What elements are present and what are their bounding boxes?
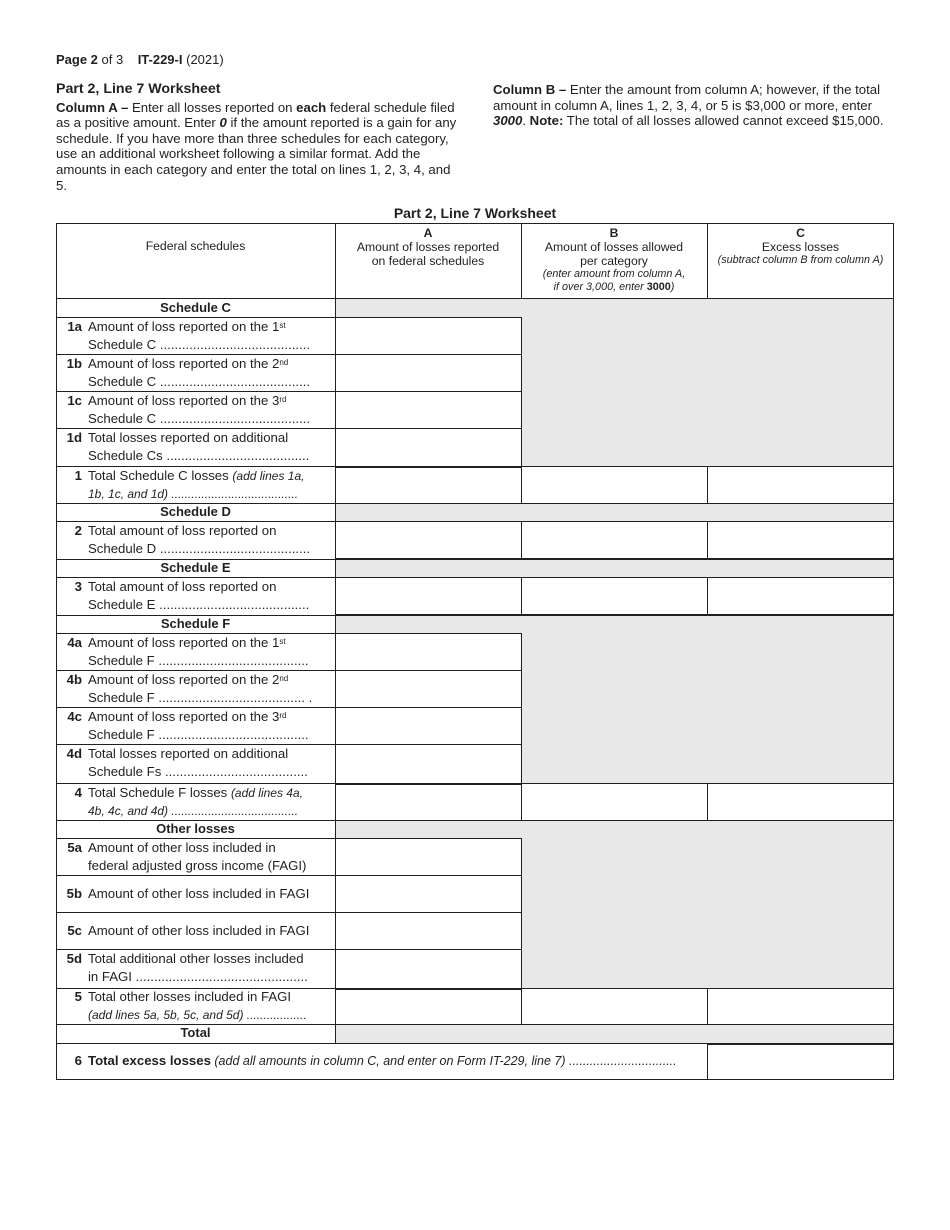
col-b-note-2-text: if over 3,000, enter [553, 280, 647, 293]
line-text [88, 671, 333, 707]
section-schedule-d: Schedule D [160, 504, 231, 519]
col-head-c [707, 226, 894, 267]
line-number: 1 [74, 468, 82, 483]
col-c-note: (subtract column B from column A) [717, 254, 884, 266]
note-label: Note: [529, 113, 564, 129]
column-b-amount: 3000 [493, 113, 523, 129]
intro-title: Part 2, Line 7 Worksheet [56, 81, 221, 97]
line-number: 4b [66, 672, 82, 687]
line-number: 4 [74, 785, 82, 800]
line-text [88, 578, 333, 614]
line-text-1: Total losses reported on additional [88, 746, 289, 761]
line-number: 3 [74, 579, 82, 594]
worksheet-table [56, 223, 894, 1080]
line-number: 1d [66, 430, 82, 445]
ordinal-suffix: nd [279, 674, 289, 683]
line-text-2: federal adjusted gross income (FAGI) [88, 858, 307, 873]
col-head-federal [56, 239, 335, 253]
form-year: (2021) [186, 52, 224, 67]
line-text [88, 950, 333, 986]
label-column-rule [335, 299, 336, 1044]
line-text-1: Total Schedule C losses [88, 468, 233, 483]
col-b-note-2 [521, 281, 707, 294]
line-text-2: Schedule C ......................................... [88, 374, 311, 389]
col-a-desc-1: Amount of losses reported [356, 240, 500, 254]
page-number: Page 2 [56, 52, 98, 67]
line-text-1: Total amount of loss reported on [88, 523, 277, 538]
form-id: IT-229-I [137, 52, 183, 67]
line-number: 4d [66, 746, 82, 761]
line-text-1: Amount of loss reported on the 3 [88, 709, 280, 724]
line-text-2: 4b, 4c, and 4d) ...................................... [88, 804, 299, 818]
column-b-text-1: Enter the amount from column A; however, if the total amount in column A, lines 1, 2, 3, 4, or 5 is $3,000 or more, enter [493, 82, 880, 113]
row-rule [56, 875, 335, 876]
col-b-letter: B [609, 226, 619, 240]
line-text-1: Amount of loss reported on the 2 [88, 672, 280, 687]
line-text-1: Total other losses included in FAGI [88, 989, 292, 1004]
line-text-2: Schedule D ......................................... [88, 541, 311, 556]
column-a-instructions [56, 100, 461, 194]
line-number: 5d [66, 951, 82, 966]
section-total: Total [180, 1025, 211, 1040]
section-other-losses: Other losses [156, 821, 235, 836]
column-b-instructions [493, 82, 898, 129]
line-text [88, 429, 333, 465]
col-a-desc-2: on federal schedules [371, 254, 485, 268]
col-b-note-3: ) [670, 280, 675, 293]
line-text-2: Schedule C ......................................... [88, 411, 311, 426]
column-a-text-2: federal schedule filed as a positive amount. Enter [56, 99, 455, 131]
line-text [88, 839, 333, 875]
line-text-italic: (add lines 4a, [230, 786, 303, 800]
column-a-each: each [296, 99, 327, 115]
line-text [88, 708, 333, 744]
federal-schedules-heading: Federal schedules [145, 239, 246, 253]
line-number: 4a [67, 635, 82, 650]
line-text-1: Total Schedule F losses [88, 785, 231, 800]
line-text [88, 355, 333, 391]
col-b-note-1: (enter amount from column A, [542, 268, 686, 280]
ordinal-suffix: st [279, 321, 286, 330]
line-number: 5 [74, 989, 82, 1004]
line-text-2: in FAGI ............................................... [88, 969, 308, 984]
line-text-1: Amount of loss reported on the 2 [88, 356, 280, 371]
line-text-1: Amount of other loss included in [88, 840, 276, 855]
line-number: 5a [67, 840, 82, 855]
ordinal-suffix: rd [279, 711, 287, 720]
col-b-desc-1: Amount of losses allowed [544, 240, 684, 254]
column-b-text-2: . [522, 113, 530, 129]
col-b-note-amount: 3000 [646, 280, 671, 293]
col-head-a [335, 226, 521, 268]
line-text [88, 522, 333, 558]
line-number: 6 [74, 1053, 82, 1068]
line-text [88, 634, 333, 670]
line-text-italic: (add lines 1a, [232, 469, 305, 483]
line-text-2: (add lines 5a, 5b, 5c, and 5d) .................. [88, 1008, 307, 1022]
col-head-b [521, 226, 707, 293]
column-a-text-1: Enter all losses reported on [128, 99, 297, 115]
line-number: 5c [67, 923, 82, 938]
page-header [56, 52, 224, 67]
column-a-text-3: if the amount reported is a gain for any schedule. If you have more than three schedules for each category, use an additional worksheet following a similar format. Add the amounts in each category and enter the total on lines 1, 2, 3, 4, and 5. [56, 115, 457, 193]
col-c-letter: C [796, 226, 805, 240]
ordinal-suffix: nd [279, 358, 289, 367]
section-schedule-e: Schedule E [160, 560, 231, 575]
line-text: Amount of other loss included in FAGI [88, 923, 310, 938]
line-text-1: Amount of loss reported on the 1 [88, 635, 280, 650]
header-bottom-rule [56, 298, 894, 299]
section-schedule-c: Schedule C [160, 300, 231, 315]
line-6-label: Total excess losses [88, 1053, 211, 1068]
row-rule [56, 1043, 894, 1044]
line-text-2: Schedule C ......................................... [88, 337, 311, 352]
col-c-desc: Excess losses [761, 240, 840, 254]
line-text-1: Total losses reported on additional [88, 430, 289, 445]
line-number: 1b [66, 356, 82, 371]
line-text [88, 784, 333, 820]
ordinal-suffix: rd [279, 395, 287, 404]
line-text-1: Amount of loss reported on the 3 [88, 393, 280, 408]
worksheet-title: Part 2, Line 7 Worksheet [393, 205, 557, 221]
line-text-1: Total additional other losses included [88, 951, 304, 966]
line-text-1: Total amount of loss reported on [88, 579, 277, 594]
line-text-2: Schedule Fs ....................................... [88, 764, 308, 779]
line-text-2: Schedule E ......................................... [88, 597, 310, 612]
line-number: 2 [74, 523, 82, 538]
section-schedule-f: Schedule F [160, 616, 231, 631]
column-a-zero: 0 [219, 115, 227, 131]
line-text [88, 745, 333, 781]
line-text-1: Amount of loss reported on the 1 [88, 319, 280, 334]
column-b-label: Column B – [493, 82, 567, 97]
line-text-2: Schedule F ......................................... [88, 727, 309, 742]
col-b-desc-2: per category [580, 254, 648, 268]
intro-column-b [493, 82, 898, 129]
column-a-label: Column A – [56, 99, 129, 115]
line-text [88, 392, 333, 428]
column-b-text-3: The total of all losses allowed cannot exceed $15,000. [563, 113, 884, 129]
line-text-2: Schedule Cs ....................................... [88, 448, 310, 463]
line-text [88, 1053, 677, 1068]
line-6-instruction: (add all amounts in column C, and enter on Form IT-229, line 7) ............................... [210, 1054, 677, 1068]
line-text: Amount of other loss included in FAGI [88, 886, 310, 901]
line-text-2: Schedule F ......................................... [88, 653, 309, 668]
intro-column-a [56, 82, 461, 193]
line-text-2: 1b, 1c, and 1d) ...................................... [88, 487, 299, 501]
col-a-letter: A [423, 226, 433, 240]
line-text [88, 988, 333, 1024]
page-count: of 3 [101, 52, 124, 67]
line-number: 5b [66, 886, 82, 901]
line-number: 1c [67, 393, 82, 408]
line-text-2: Schedule F ........................................ . [88, 690, 313, 705]
ordinal-suffix: st [279, 637, 286, 646]
line-number: 1a [67, 319, 82, 334]
line-number: 4c [67, 709, 82, 724]
row-rule [56, 912, 335, 913]
line-text [88, 467, 333, 503]
line-text [88, 318, 333, 354]
